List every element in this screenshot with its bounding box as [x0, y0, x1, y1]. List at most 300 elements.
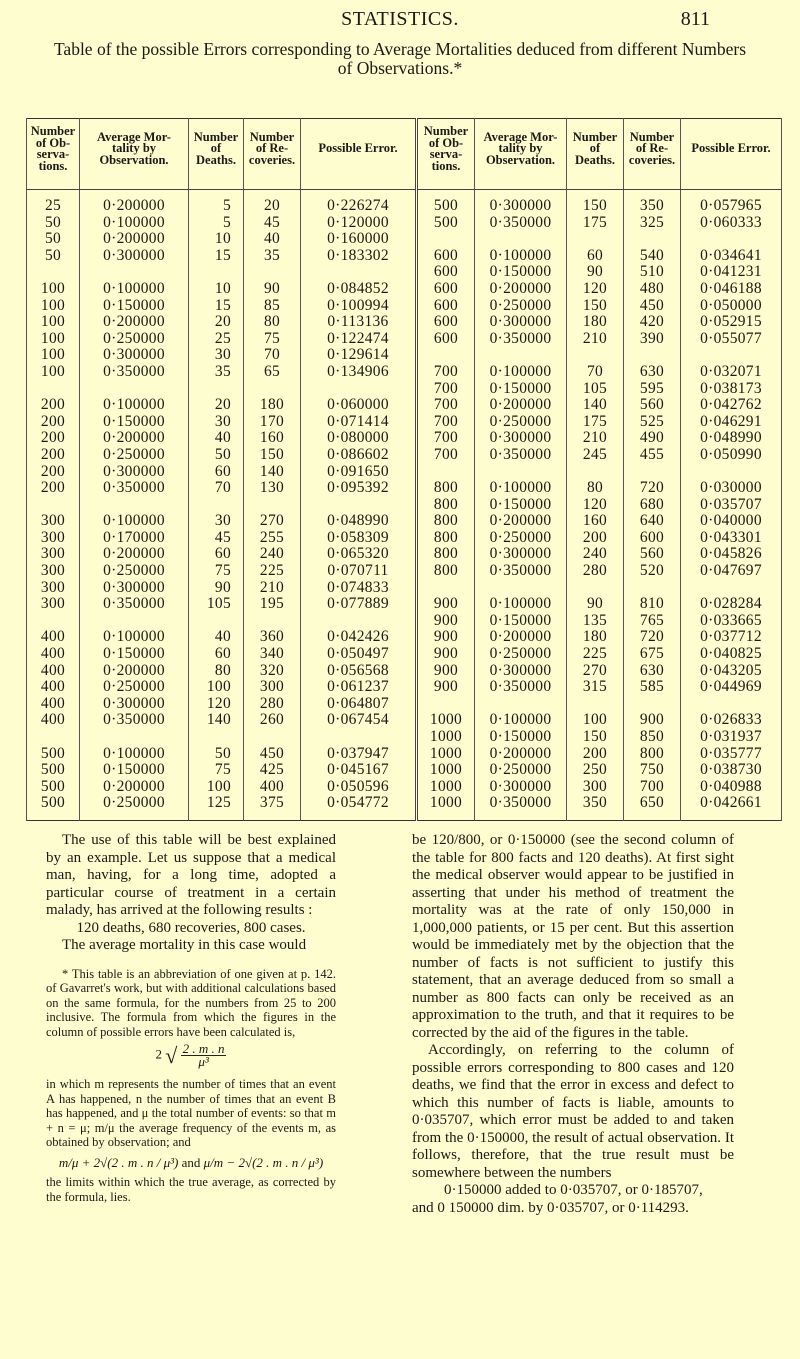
header-line: of [589, 141, 601, 156]
table-row [27, 381, 782, 398]
cell-recoveries: 70 [244, 347, 301, 364]
cell-average-mortality-2: 0·100000 [475, 248, 567, 265]
cell-possible-error-2: 0·050000 [681, 298, 782, 315]
result-lower-limit: and 0 150000 dim. by 0·035707, or 0·114293. [412, 1199, 689, 1216]
cell-average-mortality-2: 0·200000 [475, 513, 567, 530]
cell-recoveries-2 [624, 696, 681, 713]
header-line: Number [629, 129, 675, 144]
paragraph-example-intro: The use of this table will be best explained by an example. Let us suppose that a medical man, having, for a long time, adopted a particular course of treatment in a certain malady, has arrived at the following results : [46, 832, 336, 918]
cell-average-mortality-2 [475, 464, 567, 481]
cell-recoveries: 255 [244, 530, 301, 547]
cell-average-mortality-2: 0·150000 [475, 264, 567, 281]
cell-recoveries-2: 520 [624, 563, 681, 580]
cell-observations: 50 [27, 231, 80, 248]
table-row [27, 513, 782, 530]
cell-deaths-2: 105 [567, 381, 624, 398]
cell-recoveries [244, 381, 301, 398]
table-row [27, 281, 782, 298]
cell-recoveries: 360 [244, 629, 301, 646]
cell-observations-2: 700 [417, 364, 475, 381]
cell-recoveries-2: 640 [624, 513, 681, 530]
table-row [27, 480, 782, 497]
cell-deaths: 25 [189, 331, 244, 348]
header-deaths-2 [567, 119, 624, 190]
table-row [27, 596, 782, 613]
cell-possible-error-2: 0·034641 [681, 248, 782, 265]
cell-deaths: 120 [189, 696, 244, 713]
cell-average-mortality-2: 0·100000 [475, 480, 567, 497]
cell-possible-error-2: 0·057965 [681, 190, 782, 215]
cell-deaths: 30 [189, 513, 244, 530]
header-line: Observation. [99, 152, 169, 167]
cell-deaths-2: 200 [567, 530, 624, 547]
error-formula [46, 1043, 336, 1073]
cell-average-mortality-2: 0·250000 [475, 530, 567, 547]
header-line: tions. [431, 158, 461, 173]
cell-possible-error-2: 0·040000 [681, 513, 782, 530]
cell-possible-error-2: 0·046291 [681, 414, 782, 431]
cell-average-mortality: 0·200000 [80, 190, 189, 215]
table-row [27, 679, 782, 696]
cell-deaths-2: 135 [567, 613, 624, 630]
cell-observations-2: 800 [417, 546, 475, 563]
table-header-row [27, 119, 782, 190]
header-observations [27, 119, 80, 190]
cell-average-mortality: 0·150000 [80, 762, 189, 779]
cell-possible-error-2: 0·060333 [681, 215, 782, 232]
cell-deaths: 70 [189, 480, 244, 497]
cell-possible-error: 0·183302 [301, 248, 417, 265]
cell-possible-error: 0·067454 [301, 712, 417, 729]
cell-observations: 100 [27, 364, 80, 381]
cell-recoveries-2: 600 [624, 530, 681, 547]
cell-possible-error [301, 497, 417, 514]
header-line: of Ob- [35, 135, 71, 150]
cell-average-mortality: 0·200000 [80, 546, 189, 563]
cell-possible-error: 0·160000 [301, 231, 417, 248]
cell-possible-error: 0·054772 [301, 795, 417, 820]
header-line: of Re- [635, 141, 669, 156]
cell-deaths: 5 [189, 190, 244, 215]
cell-deaths-2: 100 [567, 712, 624, 729]
cell-possible-error-2: 0·026833 [681, 712, 782, 729]
cell-recoveries: 40 [244, 231, 301, 248]
cell-observations-2: 900 [417, 613, 475, 630]
cell-average-mortality: 0·350000 [80, 364, 189, 381]
cell-possible-error [301, 381, 417, 398]
cell-deaths-2: 120 [567, 497, 624, 514]
cell-deaths-2: 225 [567, 646, 624, 663]
cell-possible-error: 0·074833 [301, 580, 417, 597]
cell-recoveries: 35 [244, 248, 301, 265]
cell-deaths-2: 150 [567, 298, 624, 315]
cell-deaths-2: 90 [567, 264, 624, 281]
cell-deaths [189, 381, 244, 398]
cell-possible-error: 0·077889 [301, 596, 417, 613]
cell-observations-2: 1000 [417, 779, 475, 796]
header-line: Average Mor- [97, 129, 171, 144]
cell-recoveries: 375 [244, 795, 301, 820]
footnote-paragraph-1: * This table is an abbreviation of one given at p. 142. of Gavarret's work, but with additional calculations based on the same formula, for the numbers from 25 to 200 inclusive. The formula from which the figures in the column of possible errors have been calculated is, [46, 966, 336, 1039]
cell-possible-error-2: 0·040825 [681, 646, 782, 663]
cell-deaths-2: 350 [567, 795, 624, 820]
cell-average-mortality-2: 0·250000 [475, 414, 567, 431]
cell-possible-error-2: 0·043301 [681, 530, 782, 547]
cell-deaths-2: 280 [567, 563, 624, 580]
cell-possible-error-2: 0·045826 [681, 546, 782, 563]
cell-possible-error: 0·050596 [301, 779, 417, 796]
cell-average-mortality-2: 0·150000 [475, 381, 567, 398]
cell-possible-error: 0·134906 [301, 364, 417, 381]
header-line: tality by [111, 141, 157, 156]
cell-observations: 200 [27, 430, 80, 447]
cell-average-mortality-2: 0·150000 [475, 497, 567, 514]
cell-average-mortality-2: 0·300000 [475, 430, 567, 447]
cell-observations: 100 [27, 331, 80, 348]
cell-observations [27, 613, 80, 630]
cell-average-mortality-2: 0·150000 [475, 613, 567, 630]
cell-recoveries-2: 350 [624, 190, 681, 215]
cell-possible-error-2: 0·041231 [681, 264, 782, 281]
cell-recoveries-2: 585 [624, 679, 681, 696]
cell-deaths-2 [567, 231, 624, 248]
cell-deaths-2: 210 [567, 331, 624, 348]
cell-observations-2 [417, 580, 475, 597]
cell-deaths: 15 [189, 298, 244, 315]
cell-deaths-2 [567, 464, 624, 481]
cell-observations: 300 [27, 596, 80, 613]
cell-observations: 500 [27, 795, 80, 820]
cell-deaths-2: 175 [567, 215, 624, 232]
cell-recoveries: 160 [244, 430, 301, 447]
limits-formula [46, 1154, 336, 1172]
cell-observations: 300 [27, 563, 80, 580]
cell-possible-error-2: 0·048990 [681, 430, 782, 447]
cell-observations-2: 700 [417, 414, 475, 431]
header-line: serva- [429, 147, 463, 161]
running-title: STATISTICS. [341, 8, 459, 30]
cell-recoveries: 425 [244, 762, 301, 779]
cell-recoveries [244, 497, 301, 514]
header-line: Number [572, 129, 618, 144]
formula-coefficient: 2 [155, 1046, 163, 1062]
cell-observations: 400 [27, 712, 80, 729]
cell-recoveries-2: 490 [624, 430, 681, 447]
cell-observations: 200 [27, 464, 80, 481]
cell-average-mortality: 0·100000 [80, 215, 189, 232]
cell-deaths-2: 60 [567, 248, 624, 265]
header-line: Number [249, 129, 295, 144]
cell-deaths-2: 300 [567, 779, 624, 796]
cell-observations: 100 [27, 314, 80, 331]
cell-deaths: 50 [189, 746, 244, 763]
cell-average-mortality: 0·300000 [80, 580, 189, 597]
cell-possible-error-2: 0·033665 [681, 613, 782, 630]
cell-recoveries-2 [624, 347, 681, 364]
cell-observations: 400 [27, 646, 80, 663]
cell-deaths-2: 315 [567, 679, 624, 696]
table-row [27, 613, 782, 630]
cell-average-mortality: 0·300000 [80, 696, 189, 713]
cell-observations-2: 900 [417, 679, 475, 696]
cell-observations-2: 900 [417, 663, 475, 680]
cell-possible-error-2: 0·044969 [681, 679, 782, 696]
cell-observations-2: 700 [417, 381, 475, 398]
cell-observations: 200 [27, 414, 80, 431]
header-average-mortality-2 [475, 119, 567, 190]
cell-deaths: 40 [189, 430, 244, 447]
cell-possible-error: 0·037947 [301, 746, 417, 763]
cell-average-mortality: 0·100000 [80, 629, 189, 646]
cell-recoveries-2: 850 [624, 729, 681, 746]
cell-recoveries-2: 720 [624, 480, 681, 497]
cell-possible-error-2 [681, 580, 782, 597]
table-row [27, 190, 782, 215]
cell-recoveries-2: 750 [624, 762, 681, 779]
cell-observations-2: 600 [417, 314, 475, 331]
cell-recoveries: 195 [244, 596, 301, 613]
cell-average-mortality: 0·100000 [80, 513, 189, 530]
cell-observations-2: 600 [417, 281, 475, 298]
table-row [27, 696, 782, 713]
cell-deaths: 75 [189, 563, 244, 580]
cell-deaths: 45 [189, 530, 244, 547]
cell-average-mortality [80, 264, 189, 281]
cell-deaths-2: 120 [567, 281, 624, 298]
cell-average-mortality-2: 0·300000 [475, 546, 567, 563]
cell-observations-2: 1000 [417, 795, 475, 820]
cell-average-mortality [80, 613, 189, 630]
cell-observations-2: 900 [417, 646, 475, 663]
cell-recoveries: 65 [244, 364, 301, 381]
cell-deaths-2: 70 [567, 364, 624, 381]
cell-deaths: 15 [189, 248, 244, 265]
cell-recoveries: 240 [244, 546, 301, 563]
cell-recoveries-2: 765 [624, 613, 681, 630]
limit-lower: μ/m − 2√(2 . m . n / μ³) [203, 1154, 324, 1170]
cell-possible-error [301, 613, 417, 630]
table-caption [10, 40, 790, 78]
cell-deaths [189, 264, 244, 281]
cell-possible-error: 0·129614 [301, 347, 417, 364]
cell-possible-error-2: 0·042661 [681, 795, 782, 820]
cell-deaths-2: 270 [567, 663, 624, 680]
cell-average-mortality-2: 0·350000 [475, 331, 567, 348]
header-line: serva- [36, 147, 70, 161]
header-line: coveries. [628, 152, 676, 167]
cell-observations-2: 800 [417, 513, 475, 530]
table-row [27, 746, 782, 763]
cell-possible-error: 0·095392 [301, 480, 417, 497]
cell-deaths: 5 [189, 215, 244, 232]
table-row [27, 663, 782, 680]
cell-observations-2: 700 [417, 430, 475, 447]
cell-observations [27, 729, 80, 746]
header-possible-error [301, 119, 417, 190]
cell-possible-error-2: 0·052915 [681, 314, 782, 331]
cell-deaths: 125 [189, 795, 244, 820]
cell-observations: 100 [27, 281, 80, 298]
cell-recoveries: 300 [244, 679, 301, 696]
cell-observations-2: 1000 [417, 762, 475, 779]
header-line: of Re- [255, 141, 289, 156]
cell-observations: 200 [27, 480, 80, 497]
cell-observations: 300 [27, 530, 80, 547]
table-row [27, 447, 782, 464]
table-row [27, 264, 782, 281]
cell-average-mortality: 0·350000 [80, 480, 189, 497]
table-row [27, 563, 782, 580]
cell-observations: 200 [27, 397, 80, 414]
cell-recoveries-2: 450 [624, 298, 681, 315]
cell-deaths [189, 497, 244, 514]
cell-possible-error [301, 264, 417, 281]
cell-possible-error: 0·070711 [301, 563, 417, 580]
cell-average-mortality: 0·100000 [80, 281, 189, 298]
cell-observations: 100 [27, 347, 80, 364]
running-head [0, 8, 800, 32]
cell-deaths: 105 [189, 596, 244, 613]
cell-observations: 25 [27, 190, 80, 215]
cell-deaths: 30 [189, 347, 244, 364]
cell-possible-error: 0·086602 [301, 447, 417, 464]
cell-average-mortality: 0·200000 [80, 430, 189, 447]
cell-observations-2 [417, 464, 475, 481]
cell-deaths: 60 [189, 464, 244, 481]
cell-recoveries: 140 [244, 464, 301, 481]
header-line: Possible Error. [691, 141, 771, 156]
cell-observations-2: 1000 [417, 746, 475, 763]
cell-recoveries-2: 560 [624, 397, 681, 414]
cell-recoveries-2: 720 [624, 629, 681, 646]
cell-deaths: 100 [189, 779, 244, 796]
cell-possible-error: 0·113136 [301, 314, 417, 331]
cell-average-mortality-2: 0·250000 [475, 762, 567, 779]
cell-recoveries-2: 455 [624, 447, 681, 464]
cell-possible-error-2: 0·032071 [681, 364, 782, 381]
cell-possible-error-2: 0·030000 [681, 480, 782, 497]
cell-average-mortality-2: 0·200000 [475, 397, 567, 414]
cell-possible-error-2: 0·042762 [681, 397, 782, 414]
cell-average-mortality: 0·200000 [80, 231, 189, 248]
cell-observations: 50 [27, 248, 80, 265]
cell-possible-error [301, 729, 417, 746]
header-possible-error-2 [681, 119, 782, 190]
table-row [27, 347, 782, 364]
cell-recoveries: 150 [244, 447, 301, 464]
cell-recoveries: 260 [244, 712, 301, 729]
table-row [27, 795, 782, 820]
cell-average-mortality: 0·350000 [80, 712, 189, 729]
cell-recoveries-2: 540 [624, 248, 681, 265]
cell-average-mortality: 0·250000 [80, 679, 189, 696]
header-line: tality by [498, 141, 543, 156]
cell-observations: 200 [27, 447, 80, 464]
table-row [27, 762, 782, 779]
cell-observations: 50 [27, 215, 80, 232]
cell-average-mortality: 0·250000 [80, 795, 189, 820]
cell-observations-2: 1000 [417, 712, 475, 729]
cell-average-mortality-2 [475, 347, 567, 364]
cell-recoveries-2: 325 [624, 215, 681, 232]
cell-observations [27, 497, 80, 514]
cell-recoveries: 450 [244, 746, 301, 763]
cell-average-mortality: 0·250000 [80, 331, 189, 348]
formula-denominator: μ³ [198, 1054, 209, 1069]
header-average-mortality [80, 119, 189, 190]
cell-observations: 300 [27, 580, 80, 597]
cell-average-mortality-2: 0·100000 [475, 596, 567, 613]
cell-possible-error-2 [681, 347, 782, 364]
cell-observations-2: 500 [417, 215, 475, 232]
cell-recoveries: 270 [244, 513, 301, 530]
cell-recoveries: 85 [244, 298, 301, 315]
cell-possible-error: 0·084852 [301, 281, 417, 298]
cell-observations-2 [417, 347, 475, 364]
cell-average-mortality: 0·150000 [80, 646, 189, 663]
table-body [27, 190, 782, 821]
cell-recoveries-2: 630 [624, 364, 681, 381]
header-line: tions. [38, 158, 68, 173]
cell-recoveries-2: 390 [624, 331, 681, 348]
cell-recoveries-2: 650 [624, 795, 681, 820]
cell-possible-error: 0·045167 [301, 762, 417, 779]
cell-average-mortality-2: 0·300000 [475, 663, 567, 680]
table-row [27, 331, 782, 348]
cell-possible-error: 0·091650 [301, 464, 417, 481]
cell-recoveries-2: 525 [624, 414, 681, 431]
table-row [27, 546, 782, 563]
cell-recoveries: 400 [244, 779, 301, 796]
possible-errors-table [26, 118, 782, 821]
cell-deaths-2: 80 [567, 480, 624, 497]
cell-possible-error-2: 0·035707 [681, 497, 782, 514]
cell-deaths-2 [567, 580, 624, 597]
cell-possible-error: 0·056568 [301, 663, 417, 680]
cell-average-mortality-2 [475, 696, 567, 713]
cell-possible-error-2 [681, 696, 782, 713]
cell-average-mortality-2: 0·200000 [475, 629, 567, 646]
cell-observations-2 [417, 696, 475, 713]
cell-observations: 400 [27, 696, 80, 713]
header-line: coveries. [248, 152, 296, 167]
cell-recoveries: 180 [244, 397, 301, 414]
cell-possible-error: 0·122474 [301, 331, 417, 348]
footnote-paragraph-2: in which m represents the number of times that an event A has happened, n the number of times that an event B has happened, and μ the total number of events: so that m + n = μ; m/μ the average frequency of the events m, as obtained by observation; and [46, 1077, 336, 1149]
cell-recoveries: 340 [244, 646, 301, 663]
cell-average-mortality: 0·150000 [80, 414, 189, 431]
cell-deaths-2: 90 [567, 596, 624, 613]
cell-average-mortality-2: 0·350000 [475, 447, 567, 464]
right-text-column [412, 832, 734, 1217]
header-line: Observation. [485, 152, 556, 167]
table-row [27, 414, 782, 431]
cell-possible-error-2: 0·050990 [681, 447, 782, 464]
cell-deaths-2: 175 [567, 414, 624, 431]
cell-recoveries [244, 264, 301, 281]
cell-observations [27, 264, 80, 281]
table-row [27, 464, 782, 481]
cell-observations: 400 [27, 663, 80, 680]
table-row [27, 712, 782, 729]
cell-observations: 400 [27, 679, 80, 696]
cell-deaths: 50 [189, 447, 244, 464]
cell-possible-error-2: 0·055077 [681, 331, 782, 348]
table-row [27, 530, 782, 547]
cell-deaths: 140 [189, 712, 244, 729]
cell-recoveries-2: 480 [624, 281, 681, 298]
cell-deaths: 10 [189, 231, 244, 248]
